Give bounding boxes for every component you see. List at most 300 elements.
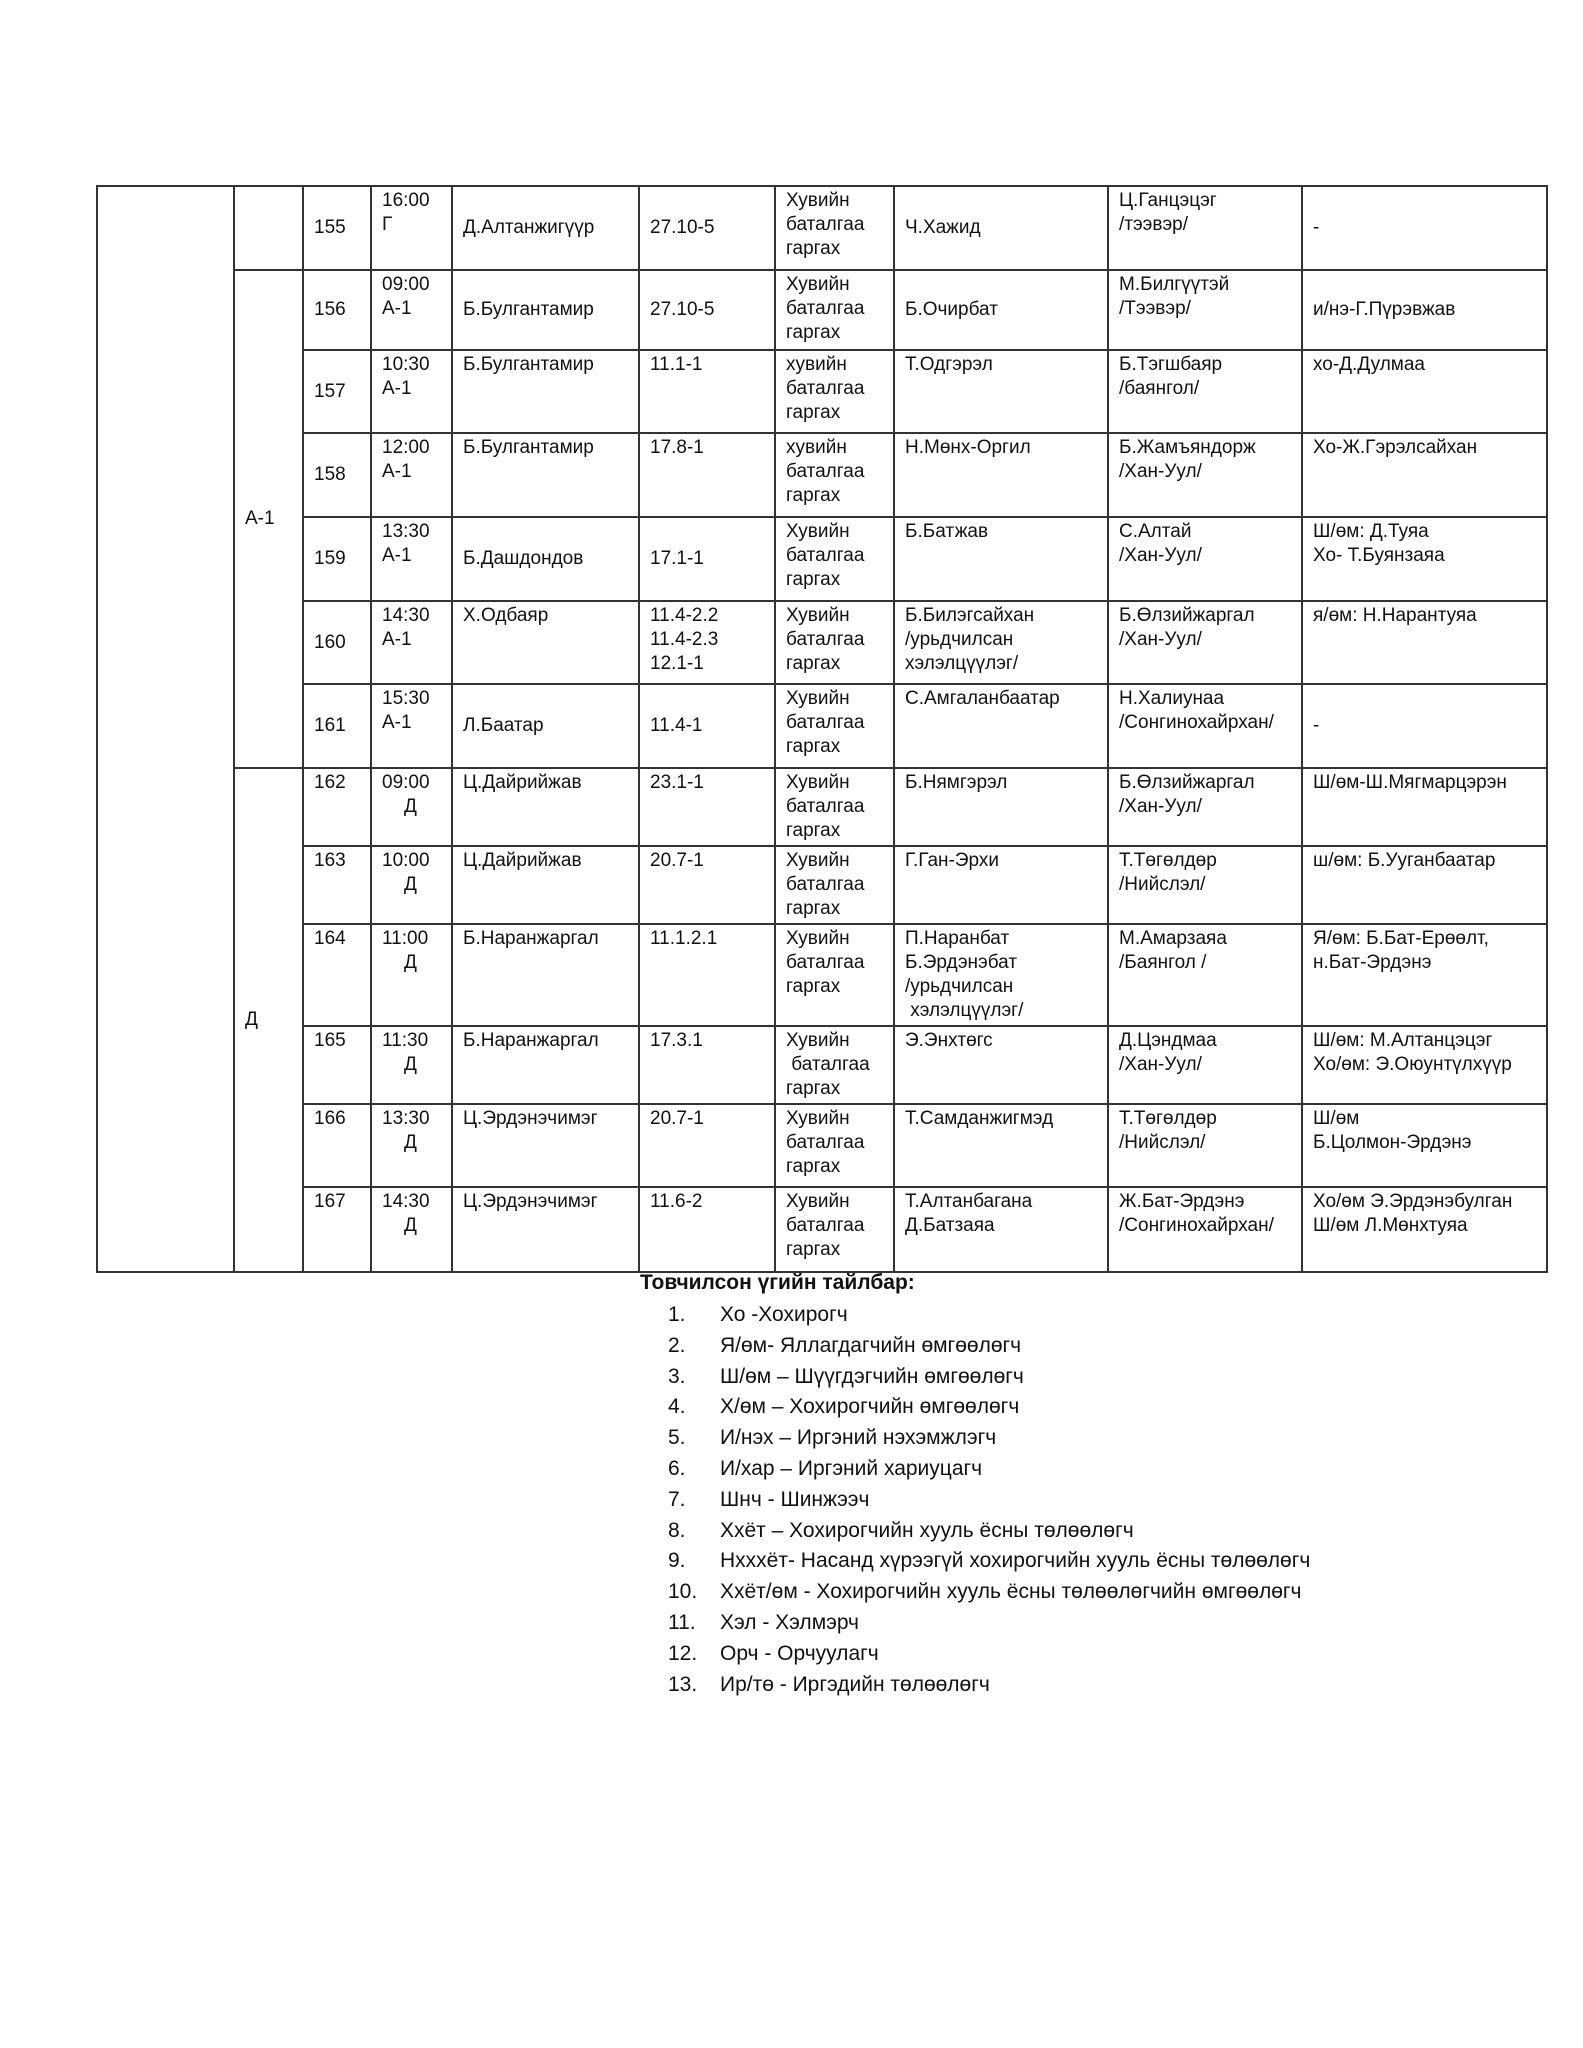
case-number: 157 bbox=[314, 380, 346, 402]
hearing-time: 16:00 bbox=[382, 190, 430, 211]
cell-line: Б.Эрдэнэбат bbox=[905, 952, 1018, 973]
judge-name: Х.Одбаяр bbox=[463, 605, 549, 626]
cell-line: Т.Алтанбагана bbox=[905, 1191, 1033, 1212]
participants-cell bbox=[1302, 517, 1547, 601]
action-cell bbox=[775, 768, 894, 846]
prosecutor-cell bbox=[894, 350, 1108, 433]
cell-line: 20.7-1 bbox=[650, 850, 704, 871]
judge-cell bbox=[452, 601, 639, 684]
legend-item-text: Ир/тө - Иргэдийн төлөөлөгч bbox=[720, 1672, 990, 1696]
prosecutor-cell bbox=[894, 1187, 1108, 1272]
cell-line: Ш/өм: Д.Туяа bbox=[1313, 521, 1429, 542]
cell-line: Хувийн bbox=[786, 928, 850, 949]
cell-line: 27.10-5 bbox=[650, 299, 715, 320]
cell-line: баталгаа bbox=[786, 378, 865, 399]
legend-item-text: Шнч - Шинжээч bbox=[720, 1487, 870, 1511]
cell-line: 11.1-1 bbox=[650, 354, 703, 375]
legend-item bbox=[640, 1300, 1310, 1331]
legend-item-number: 1. bbox=[668, 1303, 686, 1326]
case-number: 162 bbox=[314, 772, 346, 793]
cell-line: баталгаа bbox=[786, 1215, 865, 1236]
cell-line: н.Бат-Эрдэнэ bbox=[1313, 952, 1432, 973]
case-number-cell bbox=[303, 517, 371, 601]
judge-name: Ц.Дайрийжав bbox=[463, 772, 582, 793]
cell-line: Т.Одгэрэл bbox=[905, 354, 993, 375]
cell-line: гаргах bbox=[786, 485, 841, 506]
cell-line: Д.Батзаяа bbox=[905, 1215, 995, 1236]
participants-cell bbox=[1302, 1104, 1547, 1187]
case-number-cell bbox=[303, 1187, 371, 1272]
cell-line: баталгаа bbox=[786, 298, 865, 319]
prosecutor-cell bbox=[894, 846, 1108, 924]
cell-line: баталгаа bbox=[786, 1054, 870, 1075]
room-group-label: Д bbox=[245, 1009, 258, 1030]
cell-line: Ц.Ганцэцэг bbox=[1119, 190, 1217, 211]
action-cell bbox=[775, 186, 894, 270]
table-row bbox=[97, 517, 1547, 601]
judge-cell bbox=[452, 768, 639, 846]
hearing-time: 10:00 bbox=[382, 850, 430, 871]
participants-cell bbox=[1302, 270, 1547, 350]
cell-line: Хувийн bbox=[786, 688, 850, 709]
legend-item-text: Ш/өм – Шүүгдэгчийн өмгөөлөгч bbox=[720, 1364, 1024, 1388]
cell-line: Хувийн bbox=[786, 190, 850, 211]
hearing-time: 14:30 bbox=[382, 605, 430, 626]
cell-line: Ш/өм: М.Алтанцэцэг bbox=[1313, 1030, 1493, 1051]
cell-line: хэлэлцүүлэг/ bbox=[905, 653, 1019, 674]
cell-line: баталгаа bbox=[786, 629, 865, 650]
table-row bbox=[97, 270, 1547, 350]
participants-cell bbox=[1302, 350, 1547, 433]
judge-name: Ц.Эрдэнэчимэг bbox=[463, 1191, 598, 1212]
article-cell bbox=[639, 433, 775, 517]
judge-name: Б.Наранжаргал bbox=[463, 928, 599, 949]
participants-cell bbox=[1302, 924, 1547, 1026]
cell-line: Ш/өм bbox=[1313, 1108, 1360, 1129]
hearing-room: Д bbox=[404, 1215, 417, 1236]
hearing-time: 10:30 bbox=[382, 354, 430, 375]
case-number-cell bbox=[303, 350, 371, 433]
cell-line: 17.1-1 bbox=[650, 548, 704, 569]
hearing-room: А-1 bbox=[382, 298, 412, 319]
case-number: 156 bbox=[314, 299, 346, 320]
table-row bbox=[97, 684, 1547, 768]
cell-line: Хо- Т.Буянзаяа bbox=[1313, 545, 1445, 566]
article-cell bbox=[639, 924, 775, 1026]
participants-cell bbox=[1302, 684, 1547, 768]
cell-line: /урьдчилсан bbox=[905, 976, 1014, 997]
cell-line: гаргах bbox=[786, 1078, 841, 1099]
cell-line: гаргах bbox=[786, 898, 841, 919]
legend-item-number: 13. bbox=[668, 1672, 698, 1696]
hearing-room: Д bbox=[404, 1132, 417, 1153]
cell-line: - bbox=[1313, 715, 1320, 736]
prosecutor-cell bbox=[894, 768, 1108, 846]
cell-line: С.Алтай bbox=[1119, 521, 1192, 542]
case-number: 167 bbox=[314, 1191, 346, 1212]
judge-cell bbox=[452, 433, 639, 517]
legend-item-number: 3. bbox=[668, 1364, 686, 1388]
legend-item-number: 8. bbox=[668, 1518, 686, 1542]
legend-item bbox=[640, 1670, 1310, 1701]
case-number: 163 bbox=[314, 850, 346, 871]
defendant-cell bbox=[1108, 186, 1302, 270]
participants-cell bbox=[1302, 768, 1547, 846]
prosecutor-cell bbox=[894, 517, 1108, 601]
hearing-time: 15:30 bbox=[382, 688, 430, 709]
action-cell bbox=[775, 1187, 894, 1272]
cell-line: баталгаа bbox=[786, 545, 865, 566]
cell-line: Т.Төгөлдөр bbox=[1119, 1108, 1217, 1129]
judge-cell bbox=[452, 517, 639, 601]
case-number-cell bbox=[303, 433, 371, 517]
legend-item-text: Х/өм – Хохирогчийн өмгөөлөгч bbox=[720, 1395, 1020, 1419]
cell-line: 17.3.1 bbox=[650, 1030, 703, 1051]
cell-line: Б.Өлзийжаргал bbox=[1119, 772, 1255, 793]
cell-line: М.Амарзаяа bbox=[1119, 928, 1227, 949]
judge-name: Б.Булгантамир bbox=[463, 354, 594, 375]
hearing-time: 11:30 bbox=[382, 1030, 429, 1051]
cell-line: Б.Нямгэрэл bbox=[905, 772, 1008, 793]
legend-item-text: Нхххёт- Насанд хүрээгүй хохирогчийн хууль ёсны төлөөлөгч bbox=[720, 1549, 1311, 1573]
defendant-cell bbox=[1108, 684, 1302, 768]
action-cell bbox=[775, 1104, 894, 1187]
participants-cell bbox=[1302, 186, 1547, 270]
legend-item bbox=[640, 1608, 1310, 1639]
case-number-cell bbox=[303, 1026, 371, 1104]
cell-line: гаргах bbox=[786, 1239, 841, 1260]
cell-line: П.Наранбат bbox=[905, 928, 1010, 949]
legend-item-text: Хо -Хохирогч bbox=[720, 1303, 848, 1326]
case-number: 155 bbox=[314, 217, 346, 238]
defendant-cell bbox=[1108, 924, 1302, 1026]
article-cell bbox=[639, 684, 775, 768]
cell-line: и/нэ-Г.Пүрэвжав bbox=[1313, 299, 1456, 320]
cell-line: 11.4-2.2 bbox=[650, 605, 719, 626]
legend-item-number: 10. bbox=[668, 1580, 698, 1604]
time-room-cell bbox=[371, 186, 452, 270]
cell-line: Б.Батжав bbox=[905, 521, 989, 542]
judge-name: Ц.Дайрийжав bbox=[463, 850, 582, 871]
case-number: 166 bbox=[314, 1108, 346, 1129]
legend-item-text: Орч - Орчуулагч bbox=[720, 1641, 879, 1665]
room-group-cell bbox=[234, 270, 303, 768]
cell-line: 23.1-1 bbox=[650, 772, 704, 793]
defendant-cell bbox=[1108, 601, 1302, 684]
legend-list bbox=[640, 1300, 1310, 1700]
cell-line: Хувийн bbox=[786, 274, 850, 295]
article-cell bbox=[639, 270, 775, 350]
defendant-cell bbox=[1108, 1104, 1302, 1187]
cell-line: баталгаа bbox=[786, 1132, 865, 1153]
judge-cell bbox=[452, 1187, 639, 1272]
cell-line: 20.7-1 bbox=[650, 1108, 704, 1129]
cell-line: Б.Жамъяндорж bbox=[1119, 437, 1256, 458]
case-number: 165 bbox=[314, 1030, 346, 1051]
legend-item-number: 12. bbox=[668, 1641, 698, 1665]
participants-cell bbox=[1302, 846, 1547, 924]
prosecutor-cell bbox=[894, 601, 1108, 684]
cell-line: /Нийслэл/ bbox=[1119, 1132, 1206, 1153]
article-cell bbox=[639, 601, 775, 684]
legend-item-number: 4. bbox=[668, 1395, 686, 1419]
participants-cell bbox=[1302, 601, 1547, 684]
case-number-cell bbox=[303, 270, 371, 350]
cell-line: Хувийн bbox=[786, 1191, 850, 1212]
cell-line: Б.Билэгсайхан bbox=[905, 605, 1035, 626]
judge-cell bbox=[452, 186, 639, 270]
judge-name: Б.Наранжаргал bbox=[463, 1030, 599, 1051]
hearing-time: 09:00 bbox=[382, 274, 430, 295]
judge-cell bbox=[452, 350, 639, 433]
action-cell bbox=[775, 350, 894, 433]
prosecutor-cell bbox=[894, 186, 1108, 270]
cell-line: Т.Төгөлдөр bbox=[1119, 850, 1217, 871]
cell-line: хэлэлцүүлэг/ bbox=[905, 1000, 1024, 1021]
action-cell bbox=[775, 846, 894, 924]
hearing-time: 12:00 bbox=[382, 437, 430, 458]
judge-name: Б.Булгантамир bbox=[463, 437, 594, 458]
cell-line: Т.Самданжигмэд bbox=[905, 1108, 1054, 1129]
case-number: 160 bbox=[314, 631, 346, 653]
legend-item-text: Хэл - Хэлмэрч bbox=[720, 1610, 860, 1634]
case-number: 158 bbox=[314, 464, 346, 485]
cell-line: гаргах bbox=[786, 322, 841, 343]
hearing-room: Д bbox=[404, 796, 417, 817]
article-cell bbox=[639, 186, 775, 270]
judge-cell bbox=[452, 270, 639, 350]
table-row bbox=[97, 1187, 1547, 1272]
hearing-time: 13:30 bbox=[382, 1108, 430, 1129]
cell-line: баталгаа bbox=[786, 214, 865, 235]
judge-cell bbox=[452, 924, 639, 1026]
article-cell bbox=[639, 1187, 775, 1272]
time-room-cell bbox=[371, 1104, 452, 1187]
judge-name: Л.Баатар bbox=[463, 715, 544, 736]
action-cell bbox=[775, 601, 894, 684]
judge-cell bbox=[452, 1104, 639, 1187]
participants-cell bbox=[1302, 433, 1547, 517]
legend-item-text: И/нэх – Иргэний нэхэмжлэгч bbox=[720, 1426, 997, 1450]
cell-line: Г.Ган-Эрхи bbox=[905, 850, 999, 871]
cell-line: баталгаа bbox=[786, 461, 865, 482]
cell-line: баталгаа bbox=[786, 712, 865, 733]
cell-line: /баянгол/ bbox=[1119, 378, 1200, 399]
room-group-cell bbox=[234, 768, 303, 1272]
case-number: 159 bbox=[314, 548, 346, 569]
legend-item-text: Ххёт – Хохирогчийн хууль ёсны төлөөлөгч bbox=[720, 1518, 1134, 1542]
legend-item bbox=[640, 1423, 1310, 1454]
legend-item-number: 9. bbox=[668, 1549, 686, 1573]
judge-name: Б.Дашдондов bbox=[463, 548, 584, 569]
cell-line: гаргах bbox=[786, 820, 841, 841]
cell-line: Б.Тэгшбаяр bbox=[1119, 354, 1223, 375]
cell-line: 17.8-1 bbox=[650, 437, 704, 458]
case-number: 164 bbox=[314, 928, 346, 949]
cell-line: /Нийслэл/ bbox=[1119, 874, 1206, 895]
case-number-cell bbox=[303, 924, 371, 1026]
defendant-cell bbox=[1108, 846, 1302, 924]
article-cell bbox=[639, 846, 775, 924]
action-cell bbox=[775, 270, 894, 350]
cell-line: /тээвэр/ bbox=[1119, 214, 1189, 235]
hearing-room: Г bbox=[382, 214, 393, 235]
article-cell bbox=[639, 1026, 775, 1104]
cell-line: 12.1-1 bbox=[650, 653, 704, 674]
defendant-cell bbox=[1108, 433, 1302, 517]
time-room-cell bbox=[371, 768, 452, 846]
cell-line: /Хан-Уул/ bbox=[1119, 796, 1202, 817]
cell-line: Ж.Бат-Эрдэнэ bbox=[1119, 1191, 1245, 1212]
cell-line: /Тээвэр/ bbox=[1119, 298, 1191, 319]
hearing-room: А-1 bbox=[382, 545, 412, 566]
hearing-schedule-table bbox=[96, 185, 1548, 1273]
cell-line: Б.Очирбат bbox=[905, 299, 998, 320]
legend-item bbox=[640, 1392, 1310, 1423]
legend-item-text: Я/өм- Яллагдагчийн өмгөөлөгч bbox=[720, 1333, 1022, 1357]
cell-line: /Хан-Уул/ bbox=[1119, 545, 1202, 566]
cell-line: хувийн bbox=[786, 437, 847, 458]
action-cell bbox=[775, 433, 894, 517]
table-row bbox=[97, 1104, 1547, 1187]
defendant-cell bbox=[1108, 517, 1302, 601]
hearing-room: А-1 bbox=[382, 378, 412, 399]
cell-line: я/өм: Н.Нарантуяа bbox=[1313, 605, 1477, 626]
legend-item-number: 7. bbox=[668, 1487, 686, 1511]
legend-item bbox=[640, 1485, 1310, 1516]
cell-line: Хувийн bbox=[786, 521, 850, 542]
cell-line: Б.Цолмон-Эрдэнэ bbox=[1313, 1132, 1472, 1153]
judge-cell bbox=[452, 684, 639, 768]
table-row bbox=[97, 924, 1547, 1026]
hearing-time: 13:30 bbox=[382, 521, 430, 542]
article-cell bbox=[639, 1104, 775, 1187]
legend-item bbox=[640, 1454, 1310, 1485]
room-group-cell bbox=[234, 186, 303, 270]
cell-line: гаргах bbox=[786, 736, 841, 757]
article-cell bbox=[639, 350, 775, 433]
cell-line: Хувийн bbox=[786, 772, 850, 793]
cell-line: Э.Энхтөгс bbox=[905, 1030, 993, 1051]
judge-name: Д.Алтанжигүүр bbox=[463, 217, 595, 238]
table-row bbox=[97, 350, 1547, 433]
cell-line: Н.Халиунаа bbox=[1119, 688, 1225, 709]
cell-line: гаргах bbox=[786, 976, 841, 997]
cell-line: Ч.Хажид bbox=[905, 217, 981, 238]
participants-cell bbox=[1302, 1187, 1547, 1272]
cell-line: /урьдчилсан bbox=[905, 629, 1014, 650]
legend-item-number: 2. bbox=[668, 1333, 686, 1357]
cell-line: баталгаа bbox=[786, 796, 865, 817]
cell-line: /Хан-Уул/ bbox=[1119, 461, 1202, 482]
action-cell bbox=[775, 1026, 894, 1104]
cell-line: гаргах bbox=[786, 1156, 841, 1177]
time-room-cell bbox=[371, 350, 452, 433]
case-number-cell bbox=[303, 846, 371, 924]
case-number-cell bbox=[303, 1104, 371, 1187]
cell-line: 11.4-1 bbox=[650, 715, 703, 736]
cell-line: С.Амгаланбаатар bbox=[905, 688, 1060, 709]
cell-line: баталгаа bbox=[786, 874, 865, 895]
cell-line: 11.1.2.1 bbox=[650, 928, 718, 949]
legend-item bbox=[640, 1516, 1310, 1547]
cell-line: - bbox=[1313, 217, 1320, 238]
cell-line: /Хан-Уул/ bbox=[1119, 1054, 1202, 1075]
cell-line: /Баянгол / bbox=[1119, 952, 1207, 973]
cell-line: Д.Цэндмаа bbox=[1119, 1030, 1217, 1051]
judge-cell bbox=[452, 846, 639, 924]
table-row bbox=[97, 601, 1547, 684]
cell-line: /Сонгинохайрхан/ bbox=[1119, 1215, 1274, 1236]
hearing-room: Д bbox=[404, 874, 417, 895]
defendant-cell bbox=[1108, 768, 1302, 846]
prosecutor-cell bbox=[894, 684, 1108, 768]
case-number-cell bbox=[303, 601, 371, 684]
time-room-cell bbox=[371, 517, 452, 601]
article-cell bbox=[639, 768, 775, 846]
table-row bbox=[97, 186, 1547, 270]
cell-line: ш/өм: Б.Ууганбаатар bbox=[1313, 850, 1496, 871]
hearing-room: А-1 bbox=[382, 629, 412, 650]
cell-line: 11.6-2 bbox=[650, 1191, 703, 1212]
table-row bbox=[97, 768, 1547, 846]
time-room-cell bbox=[371, 924, 452, 1026]
action-cell bbox=[775, 924, 894, 1026]
case-number-cell bbox=[303, 186, 371, 270]
case-number-cell bbox=[303, 768, 371, 846]
cell-line: гаргах bbox=[786, 569, 841, 590]
cell-line: Хо/өм: Э.Оюунтүлхүүр bbox=[1313, 1054, 1512, 1075]
cell-line: Ш/өм Л.Мөнхтуяа bbox=[1313, 1215, 1468, 1236]
cell-line: Хувийн bbox=[786, 1108, 850, 1129]
legend-item-number: 5. bbox=[668, 1426, 686, 1450]
legend-item bbox=[640, 1331, 1310, 1362]
cell-line: баталгаа bbox=[786, 952, 865, 973]
participants-cell bbox=[1302, 1026, 1547, 1104]
cell-line: Хо-Ж.Гэрэлсайхан bbox=[1313, 437, 1478, 458]
defendant-cell bbox=[1108, 1187, 1302, 1272]
legend-item bbox=[640, 1362, 1310, 1393]
prosecutor-cell bbox=[894, 270, 1108, 350]
cell-line: гаргах bbox=[786, 402, 841, 423]
defendant-cell bbox=[1108, 1026, 1302, 1104]
judge-cell bbox=[452, 1026, 639, 1104]
cell-line: 27.10-5 bbox=[650, 217, 715, 238]
cell-line: Хо/өм Э.Эрдэнэбулган bbox=[1313, 1191, 1513, 1212]
cell-line: /Хан-Уул/ bbox=[1119, 629, 1202, 650]
hearing-room: А-1 bbox=[382, 712, 412, 733]
action-cell bbox=[775, 684, 894, 768]
case-number: 161 bbox=[314, 715, 346, 736]
time-room-cell bbox=[371, 684, 452, 768]
room-group-label: А-1 bbox=[245, 508, 275, 529]
prosecutor-cell bbox=[894, 1104, 1108, 1187]
legend-item bbox=[640, 1577, 1310, 1608]
cell-line: гаргах bbox=[786, 653, 841, 674]
hearing-time: 14:30 bbox=[382, 1191, 430, 1212]
legend-item bbox=[640, 1639, 1310, 1670]
cell-line: Хувийн bbox=[786, 605, 850, 626]
cell-line: Ш/өм-Ш.Мягмарцэрэн bbox=[1313, 772, 1507, 793]
time-room-cell bbox=[371, 270, 452, 350]
time-room-cell bbox=[371, 846, 452, 924]
defendant-cell bbox=[1108, 350, 1302, 433]
time-room-cell bbox=[371, 601, 452, 684]
article-cell bbox=[639, 517, 775, 601]
table-row bbox=[97, 433, 1547, 517]
legend-title: Товчилсон үгийн тайлбар: bbox=[640, 1271, 915, 1294]
time-room-cell bbox=[371, 433, 452, 517]
